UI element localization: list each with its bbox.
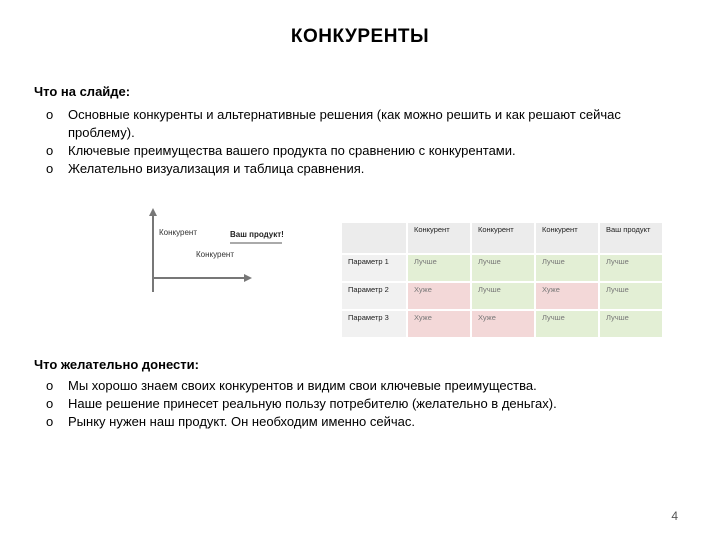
- table-row: [341, 282, 663, 310]
- bullet-marker: o: [46, 414, 54, 429]
- value-cell: Лучше: [471, 254, 535, 282]
- value-cell: Лучше: [599, 310, 663, 338]
- table-header-empty: [341, 222, 407, 254]
- param-cell: Параметр 2: [341, 282, 407, 310]
- page-number: 4: [671, 509, 678, 523]
- slide-title: КОНКУРЕНТЫ: [290, 26, 430, 47]
- bullet-item: [46, 377, 676, 395]
- bullet-item: [46, 142, 676, 160]
- value-cell: Хуже: [407, 310, 471, 338]
- table-row: [341, 254, 663, 282]
- table-header-cell: Ваш продукт: [599, 222, 663, 254]
- bullet-item: [46, 395, 676, 413]
- param-cell: Параметр 3: [341, 310, 407, 338]
- value-cell: Лучше: [471, 282, 535, 310]
- section-heading-content: Что на слайде:: [34, 84, 131, 99]
- content-bullet-list: [46, 106, 676, 178]
- value-cell: Лучше: [407, 254, 471, 282]
- x-axis-arrow-icon: [244, 274, 252, 282]
- value-cell: Лучше: [599, 254, 663, 282]
- competitor-label-top: Конкурент: [159, 228, 198, 237]
- bullet-text: Ключевые преимущества вашего продукта по сравнению с конкурентами.: [68, 143, 516, 158]
- value-cell: Лучше: [535, 254, 599, 282]
- message-bullet-list: [46, 377, 676, 431]
- comparison-table: [340, 221, 664, 339]
- table-header-cell: Конкурент: [407, 222, 471, 254]
- table-row: [341, 310, 663, 338]
- bullet-marker: o: [46, 378, 54, 393]
- value-cell: Лучше: [535, 310, 599, 338]
- section-heading-message: Что желательно донести:: [34, 357, 199, 372]
- value-cell: Лучше: [599, 282, 663, 310]
- bullet-marker: o: [46, 396, 54, 411]
- table-header-row: [341, 222, 663, 254]
- bullet-marker: o: [46, 107, 54, 122]
- bullet-marker: o: [46, 143, 54, 158]
- competitor-positioning-diagram: [140, 206, 300, 296]
- bullet-text: Наше решение принесет реальную пользу потребителю (желательно в деньгах).: [68, 396, 557, 411]
- bullet-text: Желательно визуализация и таблица сравнения.: [68, 161, 365, 176]
- bullet-text: Рынку нужен наш продукт. Он необходим именно сейчас.: [68, 414, 415, 429]
- bullet-text: Основные конкуренты и альтернативные решения (как можно решить и как решают сейчас проблему).: [68, 107, 621, 140]
- bullet-marker: o: [46, 161, 54, 176]
- bullet-item: [46, 106, 676, 142]
- competitor-label-bottom: Конкурент: [196, 250, 235, 259]
- bullet-item: [46, 160, 676, 178]
- bullet-text: Мы хорошо знаем своих конкурентов и видим свои ключевые преимущества.: [68, 378, 537, 393]
- value-cell: Хуже: [471, 310, 535, 338]
- bullet-item: [46, 413, 676, 431]
- product-label: Ваш продукт!: [230, 230, 284, 239]
- table-header-cell: Конкурент: [471, 222, 535, 254]
- y-axis-arrow-icon: [149, 208, 157, 216]
- table-header-cell: Конкурент: [535, 222, 599, 254]
- param-cell: Параметр 1: [341, 254, 407, 282]
- value-cell: Хуже: [535, 282, 599, 310]
- value-cell: Хуже: [407, 282, 471, 310]
